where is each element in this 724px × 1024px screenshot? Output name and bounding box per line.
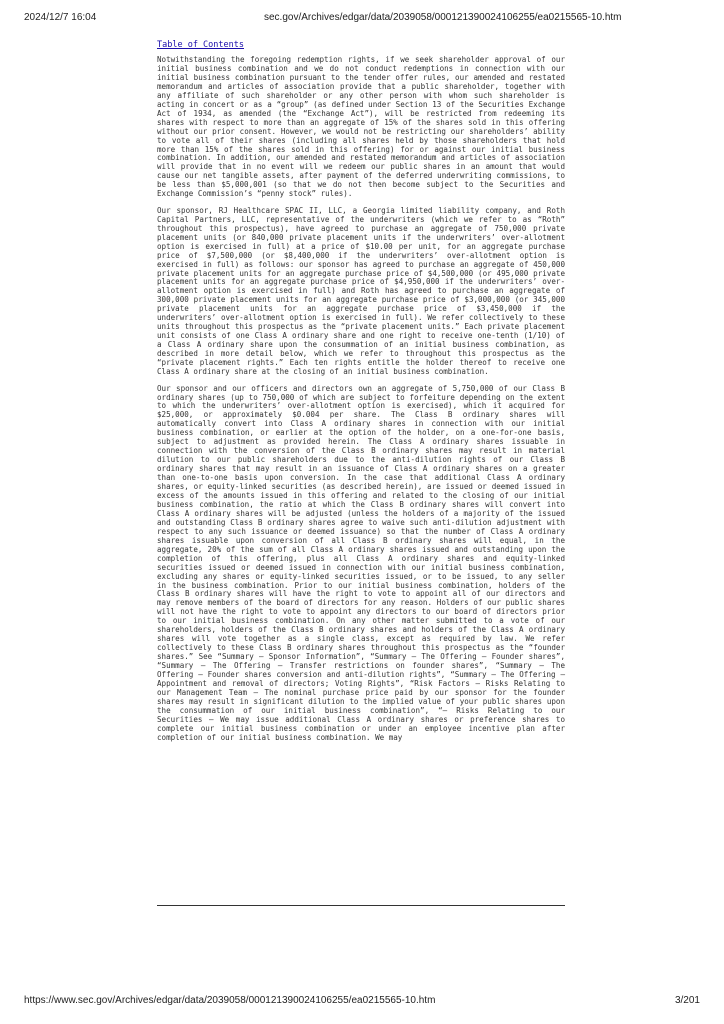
paragraph-redemption-rights: Notwithstanding the foregoing redemption rights, if we seek shareholder approval of our initial business combination and we do not conduct redemptions in connection with our initial business combination pursuant to the tender offer rules, our amended and restated memorandum and articles of association provide that a public shareholder, together with any affiliate of such shareholder or any other person with whom such shareholder is acting in concert or as a “group” (as defined under Section 13 of the Securities Exchange Act of 1934, as amended (the “Exchange Act”), will be restricted from redeeming its shares with respect to more than an aggregate of 15% of the shares sold in this offering without our prior consent. However, we would not be restricting our shareholders’ ability to vote all of their shares (including all shares held by those shareholders that hold more than 15% of the shares sold in this offering) for or against our initial business combination. In addition, our amended and restated memorandum and articles of association will provide that in no event will we redeem our public shares in an amount that would cause our net tangible assets, after payment of the deferred underwriting commissions, to be less than $5,000,001 (so that we do not then become subject to the Securities and Exchange Commission’s “penny stock” rules). — [157, 55, 565, 199]
table-of-contents-link[interactable]: Table of Contents — [157, 40, 244, 50]
print-page-number: 3/201 — [674, 995, 700, 1006]
browser-print-footer — [24, 995, 700, 1009]
print-page-title: sec.gov/Archives/edgar/data/2039058/000121390024106255/ea0215565-10.htm — [264, 12, 622, 23]
print-datetime: 2024/12/7 16:04 — [24, 12, 97, 23]
page-bottom-rule — [157, 905, 565, 906]
print-url: https://www.sec.gov/Archives/edgar/data/2039058/000121390024106255/ea0215565-10.htm — [24, 995, 436, 1006]
browser-print-header — [24, 12, 700, 26]
document-body — [157, 56, 565, 750]
paragraph-private-placement: Our sponsor, RJ Healthcare SPAC II, LLC, a Georgia limited liability company, and Roth Capital Partners, LLC, representative of the underwriters (which we refer to as “Roth” throughout this prospectus), have agreed to purchase an aggregate of 750,000 private placement units (or 840,000 private placement units if the underwriters’ over-allotment option is exercised in full) at a price of $10.00 per unit, for an aggregate purchase price of $7,500,000 (or $8,400,000 if the underwriters’ over-allotment option is exercised in full) as follows: our sponsor has agreed to purchase an aggregate of 450,000 private placement units for an aggregate purchase price of $4,500,000 (or 495,000 private placement units for an aggregate purchase price of $4,950,000 if the underwriters’ over-allotment option is exercised in full) and Roth has agreed to purchase an aggregate of 300,000 private placement units for an aggregate purchase price of $3,000,000 (or 345,000 private placement units for an aggregate purchase price of $3,450,000 if the underwriters’ over-allotment option is exercised in full). We refer collectively to these units throughout this prospectus as the “private placement units.” Each private placement unit consists of one Class A ordinary share and one right to receive one-tenth (1/10) of a Class A ordinary share upon the consummation of an initial business combination, as described in more detail below, which we refer to throughout this prospectus as the “private placement rights.” Each ten rights entitle the holder thereof to receive one Class A ordinary share at the closing of an initial business combination. — [157, 205, 565, 376]
paragraph-founder-shares: Our sponsor and our officers and directors own an aggregate of 5,750,000 of our Class B ordinary shares (up to 750,000 of which are subject to forfeiture depending on the extent to which the underwriters’ over-allotment option is exercised), which it acquired for $25,000, or approximately $0.004 per share. The Class B ordinary shares will automatically convert into Class A ordinary shares in connection with our initial business combination, or earlier at the option of the holder, on a one-for-one basis, subject to adjustment as provided herein. The Class A ordinary shares issuable in connection with the conversion of the Class B ordinary shares may result in material dilution to our public shareholders due to the anti-dilution rights of our Class B ordinary shares that may result in an issuance of Class A ordinary shares on a greater than one-to-one basis upon conversion. In the case that additional Class A ordinary shares, or equity-linked securities (as described herein), are issued or deemed issued in excess of the amounts issued in this offering and related to the closing of our initial business combination, the ratio at which the Class B ordinary shares will convert into Class A ordinary shares will be adjusted (unless the holders of a majority of the issued and outstanding Class B ordinary shares agree to waive such anti-dilution adjustment with respect to any such issuance or deemed issuance) so that the number of Class A ordinary shares issuable upon conversion of all Class B ordinary shares will equal, in the aggregate, 20% of the sum of all Class A ordinary shares issued and outstanding upon the completion of this offering, plus all Class A ordinary shares and equity-linked securities issued or deemed issued in connection with our initial business combination, excluding any shares or equity-linked securities issued, or to be issued, to any seller in the business combination. Prior to our initial business combination, holders of the Class B ordinary shares will have the right to vote to appoint all of our directors and may remove members of the board of directors for any reason. Holders of our public shares will not have the right to vote to appoint any directors to our board of directors prior to our initial business combination. On any other matter submitted to a vote of our shareholders, holders of the Class B ordinary shares and holders of the Class A ordinary shares will vote together as a single class, except as required by law. We refer collectively to these Class B ordinary shares throughout this prospectus as the “founder shares.” See “Summary — Sponsor Information”, “Summary — The Offering — Founder shares”, “Summary — The Offering — Transfer restrictions on founder shares”, “Summary — The Offering — Founder shares conversion and anti-dilution rights”, “Summary — The Offering — Appointment and removal of directors; Voting Rights”, “Risk Factors — Risks Relating to our Management Team — The nominal purchase price paid by our sponsor for the founder shares may result in significant dilution to the implied value of your public shares upon the consummation of our initial business combination”, “— Risks Relating to our Securities — We may issue additional Class A ordinary shares or preference shares to complete our initial business combination or under an employee incentive plan after completion of our initial business combination. We may — [157, 383, 565, 742]
